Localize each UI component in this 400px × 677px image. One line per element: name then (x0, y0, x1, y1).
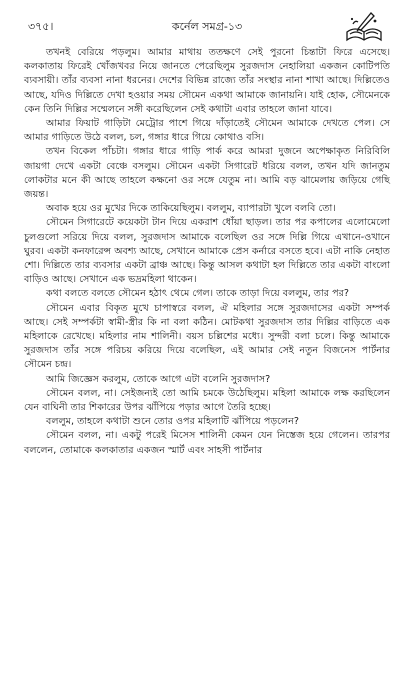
paragraph: সৌমেন এবার বিকৃত মুখে চাপাস্বরে বলল, ঐ মহিলার সঙ্গে সুরজদাসের একটা সম্পর্ক আছে। সেই সম্পর্কটা স্বামী-স্ত্রীর কি না বলা কঠিন। মোটকথা সুরজদাস তার দিল্লির বাড়িতে এক মহিলাকে রেখেছে। মহিলার নাম শালিনী। বয়স চল্লিশের মধ্যে। সুন্দরী বলা চলে। কিন্তু আমাকে সুরজদাস তাঁর সঙ্গে পরিচয় করিয়ে দিয়ে বলেছিল, এই আমার সেই নতুন বিজনেস পার্টনার সৌমেন চন্দ্র। (24, 302, 390, 371)
page-number: ৩৭৫। (28, 20, 54, 33)
paragraph: তখনই বেরিয়ে পড়লুম। আমার মাথায় ততক্ষণে সেই পুরনো চিন্তাটা ফিরে এসেছে। কলকাতায় ফিরেই খোঁজখবর নিয়ে জানতে পেরেছিলুম সুরজদাস নেহালিয়া একজন কোটিপতি ব্যবসায়ী। তাঁর ব্যবসা নানা ধরনের। দেশের বিভিন্ন রাজ্যে তাঁর সংস্থার নানা শাখা আছে। দিল্লিতেও আছে, যদিও দিল্লিতে দেখা হওয়ার সময় সৌমেন একথা আমাকে জানায়নি। যাই হোক, সৌমেনকে কেন তিনি দিল্লির সম্মেলনে সঙ্গী করেছিলেন সেই কথাটা এবার তাহলে জানা যাবে। (24, 47, 390, 115)
paragraph: বললুম, তাহলে কথাটা শুনে তোর ওপর মহিলাটি ঝাঁপিয়ে পড়লেন? (46, 416, 299, 428)
page-header (24, 10, 390, 46)
book-quill-icon (344, 10, 384, 44)
running-head: কর্নেল সমগ্র-১৩ (171, 20, 243, 33)
paragraph: অবাক হয়ে ওর মুখের দিকে তাকিয়েছিলুম। বললুম, ব্যাপারটা খুলে বলবি তো। (46, 203, 336, 215)
paragraph: আমার ফিয়াট গাড়িটা মেট্রোর পাশে গিয়ে দাঁড়াতেই সৌমেন আমাকে দেখতে পেল। সে আমার গাড়িতে উঠে বলল, চল, গঙ্গার ধারে গিয়ে কোথাও বসি। (24, 118, 390, 144)
paragraph: সৌমেন বলল, না। একটু পরেই মিসেস শালিনী কেমন যেন নিস্তেজ হয়ে গেলেন। তারপর বললেন, তোমাকে কলকাতার একজন স্মার্ট এবং সাহসী পার্টনার (24, 430, 390, 456)
paragraph: সৌমেন সিগারেটে কয়েকটা টান দিয়ে একরাশ ধোঁয়া ছাড়ল। তার পর কপালের এলোমেলো চুলগুলো সরিয়ে দিয়ে বলল, সুরজদাস আমাকে বলেছিল ওর সঙ্গে দিল্লি গিয়ে এখানে-ওখানে ঘুরব। একটা কনফারেন্স অবশ্য আছে, সেখানে আমাকে প্রেস কর্নারে বসতে হবে। এটা নাকি নেহাত শো। দিল্লিতে তার ব্যবসার একটা ব্রাঞ্চ আছে। কিন্তু আসল কথাটা হল দিল্লিতে তার একটা বাংলো বাড়িও আছে। সেখানে এক ভদ্রমহিলা থাকেন। (24, 217, 390, 286)
paragraph: সৌমেন বলল, না। সেইজন্যই তো আমি চমকে উঠেছিলুম। মহিলা আমাকে লক্ষ করছিলেন যেন বাঘিনী তার শিকারের উপর ঝাঁপিয়ে পড়ার আগে তৈরি হচ্ছে। (24, 387, 390, 414)
chapter-text (24, 46, 390, 458)
paragraph: আমি জিজ্ঞেস করলুম, তোকে আগে এটা বলেনি সুরজদাস? (46, 373, 271, 385)
paragraph: কথা বলতে বলতে সৌমেন হঠাৎ থেমে গেল। তাকে তাড়া দিয়ে বললুম, তার পর? (46, 288, 349, 300)
paragraph: তখন বিকেল পাঁচটা। গঙ্গার ধারে গাড়ি পার্ক করে আমরা দুজনে অপেক্ষাকৃত নিরিবিলি জায়গা দেখে একটা বেঞ্চে বসলুম। সৌমেন একটা সিগারেট ধরিয়ে বলল, তখন যদি জানতুম লোকটার মনে কী আছে তাহলে কক্ষনো ওর সঙ্গে যেতুম না। আমি বড় ঝামেলায় জড়িয়ে গেছি জয়ন্ত। (24, 146, 390, 201)
